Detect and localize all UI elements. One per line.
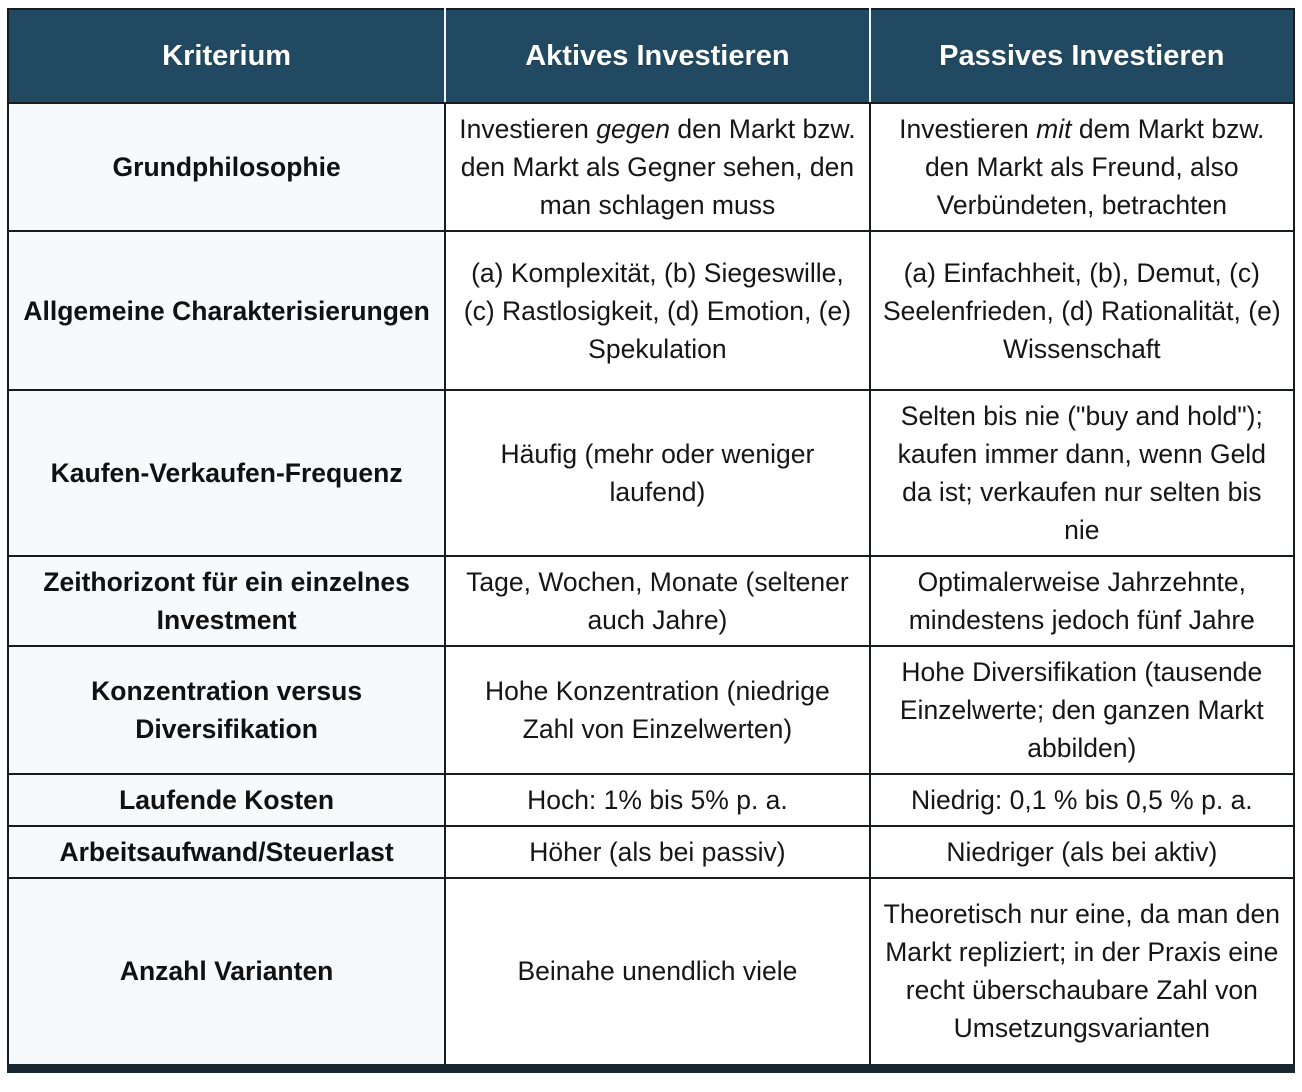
criterion-cell: Kaufen-Verkaufen-Frequenz xyxy=(8,390,445,556)
table-row xyxy=(8,646,1294,774)
header-passives-investieren: Passives Investieren xyxy=(870,9,1294,103)
table-row xyxy=(8,774,1294,826)
header-kriterium: Kriterium xyxy=(8,9,445,103)
table-row xyxy=(8,390,1294,556)
passive-cell: (a) Einfachheit, (b), Demut, (c) Seelenfrieden, (d) Rationalität, (e) Wissenschaft xyxy=(870,231,1294,390)
header-row xyxy=(8,9,1294,103)
passive-cell: Niedriger (als bei aktiv) xyxy=(870,826,1294,878)
criterion-cell: Zeithorizont für ein einzelnes Investment xyxy=(8,556,445,646)
active-cell: (a) Komplexität, (b) Siegeswille, (c) Rastlosigkeit, (d) Emotion, (e) Spekulation xyxy=(445,231,869,390)
active-cell xyxy=(445,103,869,231)
criterion-cell: Anzahl Varianten xyxy=(8,878,445,1068)
active-cell: Beinahe unendlich viele xyxy=(445,878,869,1068)
table-row xyxy=(8,878,1294,1068)
cell-text-italic: mit xyxy=(1036,114,1072,144)
investing-comparison-table xyxy=(7,8,1295,1073)
active-cell: Hohe Konzentration (niedrige Zahl von Einzelwerten) xyxy=(445,646,869,774)
passive-cell xyxy=(870,103,1294,231)
table-row xyxy=(8,231,1294,390)
passive-cell: Niedrig: 0,1 % bis 0,5 % p. a. xyxy=(870,774,1294,826)
criterion-cell: Konzentration versus Diversifikation xyxy=(8,646,445,774)
passive-cell: Theoretisch nur eine, da man den Markt repliziert; in der Praxis eine recht überschaubare Zahl von Umsetzungsvarianten xyxy=(870,878,1294,1068)
active-cell: Höher (als bei passiv) xyxy=(445,826,869,878)
criterion-cell: Arbeitsaufwand/Steuerlast xyxy=(8,826,445,878)
header-aktives-investieren: Aktives Investieren xyxy=(445,9,869,103)
table-row xyxy=(8,103,1294,231)
passive-cell: Selten bis nie ("buy and hold"); kaufen immer dann, wenn Geld da ist; verkaufen nur selten bis nie xyxy=(870,390,1294,556)
active-cell: Tage, Wochen, Monate (seltener auch Jahre) xyxy=(445,556,869,646)
criterion-cell: Allgemeine Charakterisierungen xyxy=(8,231,445,390)
table-row xyxy=(8,826,1294,878)
active-cell: Häufig (mehr oder weniger laufend) xyxy=(445,390,869,556)
passive-cell: Hohe Diversifikation (tausende Einzelwerte; den ganzen Markt abbilden) xyxy=(870,646,1294,774)
active-cell: Hoch: 1% bis 5% p. a. xyxy=(445,774,869,826)
criterion-cell: Grundphilosophie xyxy=(8,103,445,231)
cell-text: den Markt bzw. den Markt als Gegner sehen, den man schlagen muss xyxy=(460,114,856,220)
cell-text: Investieren xyxy=(459,114,597,144)
criterion-cell: Laufende Kosten xyxy=(8,774,445,826)
passive-cell: Optimalerweise Jahrzehnte, mindestens jedoch fünf Jahre xyxy=(870,556,1294,646)
cell-text-italic: gegen xyxy=(596,114,670,144)
cell-text: dem Markt bzw. den Markt als Freund, also Verbündeten, betrachten xyxy=(924,114,1265,220)
table-row xyxy=(8,556,1294,646)
cell-text: Investieren xyxy=(899,114,1037,144)
